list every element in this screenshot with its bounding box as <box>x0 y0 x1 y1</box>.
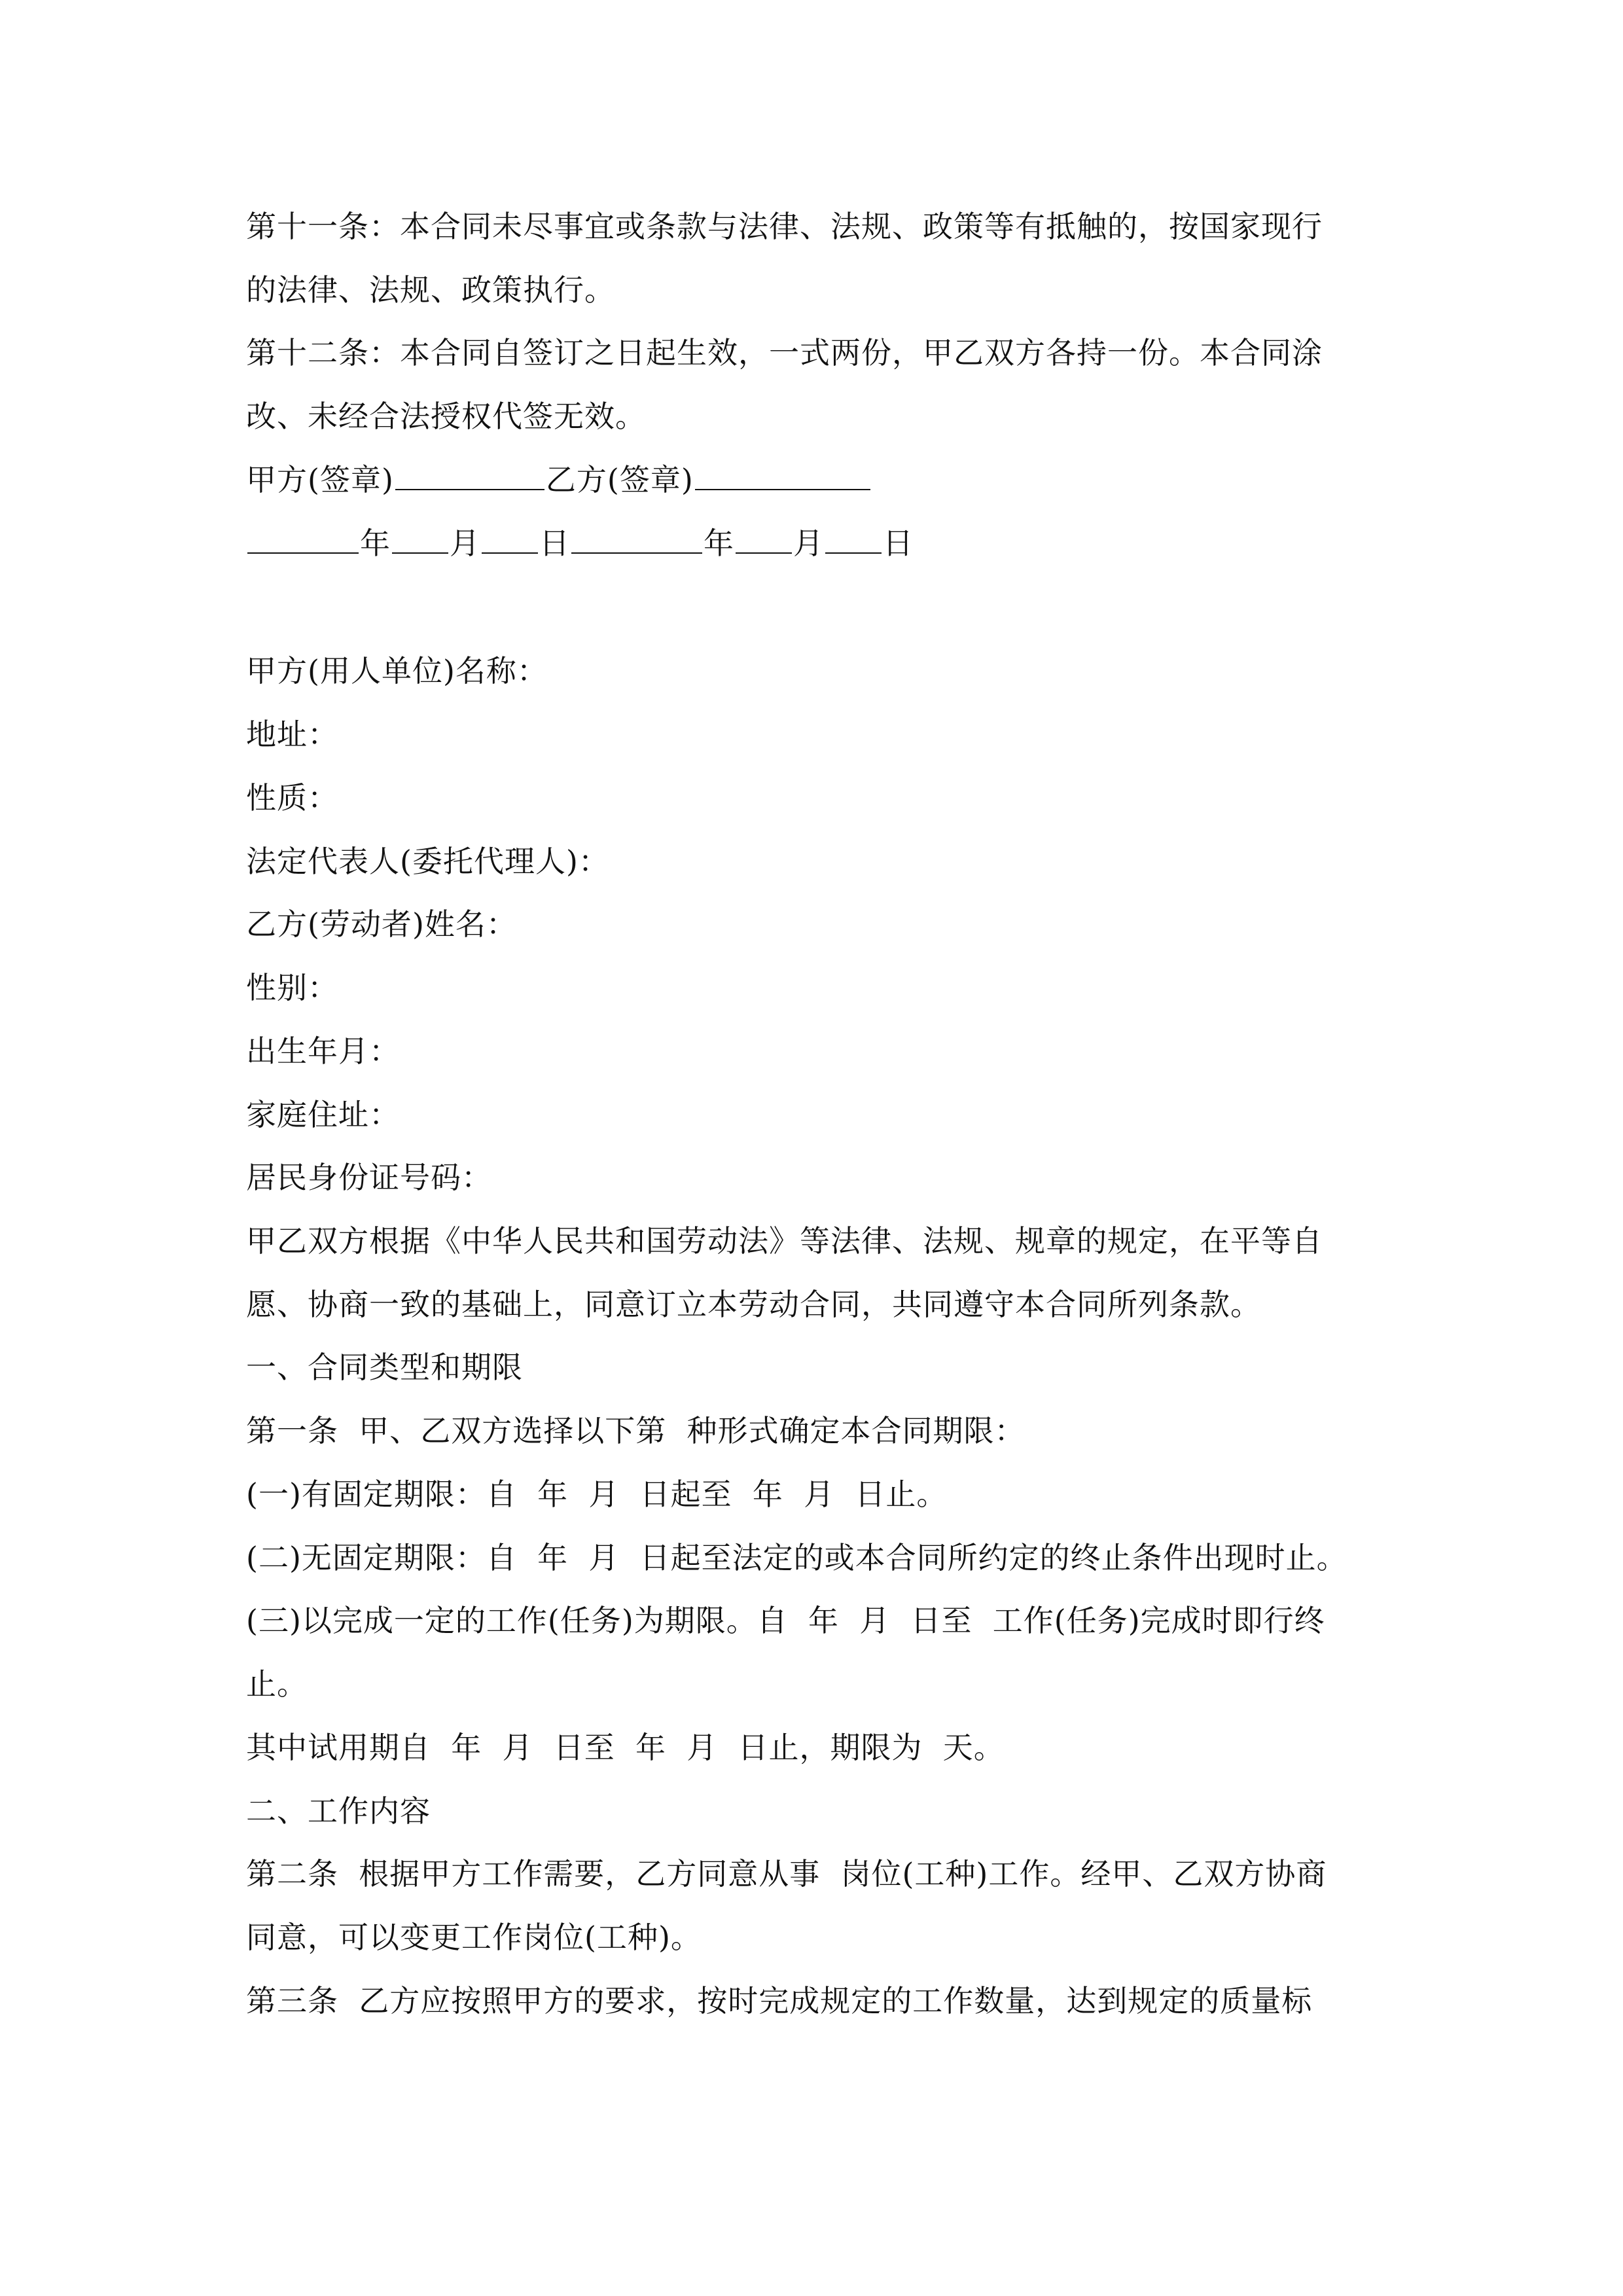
day-blank <box>482 524 538 554</box>
month-label-2: 月 <box>793 526 824 561</box>
article-2-line-1: 第二条 根据甲方工作需要，乙方同意从事 岗位(工种)工作。经甲、乙双方协商 <box>246 1856 1327 1892</box>
month-label: 月 <box>450 526 480 561</box>
date-line <box>246 524 914 563</box>
clause-12-line-1: 第十二条：本合同自签订之日起生效，一式两份，甲乙双方各持一份。本合同涂 <box>246 335 1323 370</box>
preamble-line-1: 甲乙双方根据《中华人民共和国劳动法》等法律、法规、规章的规定，在平等自 <box>246 1223 1323 1259</box>
year-blank-2 <box>571 524 702 554</box>
section-heading-contract-type: 一、合同类型和期限 <box>246 1350 523 1385</box>
option-task-term-line-1: (三)以完成一定的工作(任务)为期限。自 年 月 日至 工作(任务)完成时即行终 <box>246 1603 1325 1638</box>
birth-date-field: 出生年月： <box>246 1033 400 1069</box>
party-a-signature-label: 甲方(签章) <box>246 462 394 497</box>
preamble-line-2: 愿、协商一致的基础上，同意订立本劳动合同，共同遵守本合同所列条款。 <box>246 1287 1261 1322</box>
clause-11-line-2: 的法律、法规、政策执行。 <box>246 272 615 308</box>
document-page <box>246 0 1398 2296</box>
option-open-term: (二)无固定期限：自 年 月 日起至法定的或本合同所约定的终止条件出现时止。 <box>246 1540 1347 1575</box>
legal-representative-field: 法定代表人(委托代理人)： <box>246 844 609 879</box>
option-task-term-line-2: 止。 <box>246 1666 308 1702</box>
clause-11-line-1: 第十一条：本合同未尽事宜或条款与法律、法规、政策等有抵触的，按国家现行 <box>246 209 1323 244</box>
signature-line <box>246 460 872 499</box>
article-2-line-2: 同意，可以变更工作岗位(工种)。 <box>246 1920 702 1955</box>
year-label-2: 年 <box>704 526 734 561</box>
year-label: 年 <box>360 526 391 561</box>
nature-field: 性质： <box>246 780 338 816</box>
employer-name-field: 甲方(用人单位)名称： <box>246 653 548 689</box>
article-1: 第一条 甲、乙双方选择以下第 种形式确定本合同期限： <box>246 1413 1026 1448</box>
party-b-signature-blank <box>695 460 870 490</box>
month-blank-2 <box>736 524 792 554</box>
party-b-signature-label: 乙方(签章) <box>545 462 694 497</box>
id-number-field: 居民身份证号码： <box>246 1160 492 1195</box>
clause-12-line-2: 改、未经合法授权代签无效。 <box>246 399 646 434</box>
probation-period: 其中试用期自 年 月 日至 年 月 日止，期限为 天。 <box>246 1730 1005 1765</box>
article-3-line-1: 第三条 乙方应按照甲方的要求，按时完成规定的工作数量，达到规定的质量标 <box>246 1983 1313 2018</box>
option-fixed-term: (一)有固定期限：自 年 月 日起至 年 月 日止。 <box>246 1477 948 1512</box>
party-a-signature-blank <box>395 460 544 490</box>
month-blank <box>392 524 448 554</box>
day-blank-2 <box>825 524 882 554</box>
year-blank <box>247 524 359 554</box>
employee-name-field: 乙方(劳动者)姓名： <box>246 906 517 942</box>
home-address-field: 家庭住址： <box>246 1097 400 1132</box>
day-label: 日 <box>539 526 570 561</box>
address-field: 地址： <box>246 717 338 752</box>
day-label-2: 日 <box>883 526 914 561</box>
section-heading-work-content: 二、工作内容 <box>246 1793 431 1829</box>
gender-field: 性别： <box>246 970 338 1005</box>
